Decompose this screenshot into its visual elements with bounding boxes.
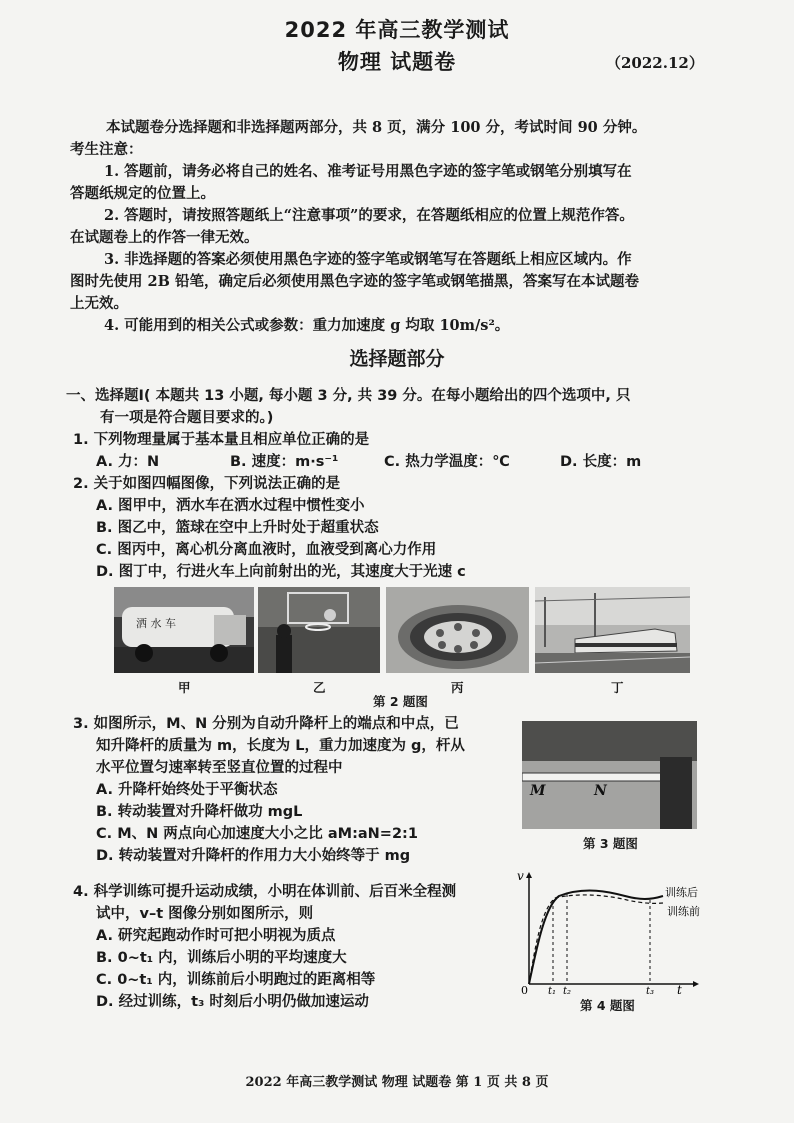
q3-stem-line2: 知升降杆的质量为 m，长度为 L，重力加速度为 g，杆从 [96, 738, 465, 754]
instruction-3-line3: 上无效。 [70, 295, 128, 312]
page-footer: 2022 年高三教学测试 物理 试题卷 第 1 页 共 8 页 [245, 1075, 549, 1090]
legend-after-training: 训练后 [665, 886, 698, 899]
q3-option-d: D. 转动装置对升降杆的作用力大小始终等于 mg [96, 848, 411, 864]
instruction-2-line1: 2. 答题时，请按照答题纸上“注意事项”的要求，在答题纸相应的位置上规范作答。 [104, 207, 634, 224]
q2-option-b: B. 图乙中，篮球在空中上升时处于超重状态 [96, 520, 379, 536]
t-axis-label: t [677, 983, 682, 996]
q3-option-b: B. 转动装置对升降杆做功 mgL [96, 804, 303, 820]
legend-before-training: 训练前 [667, 905, 700, 918]
q3-option-a: A. 升降杆始终处于平衡状态 [96, 782, 278, 798]
part1-line1: 一、选择题Ⅰ( 本题共 13 小题, 每小题 3 分, 共 39 分。在每小题给出的四个选项中, 只 [66, 388, 631, 404]
origin-label: 0 [521, 984, 528, 996]
t2-label: t₂ [563, 986, 572, 996]
instructions-intro: 本试题卷分选择题和非选择题两部分，共 8 页，满分 100 分，考试时间 90 分钟。 [106, 119, 647, 136]
photo-train [535, 587, 690, 673]
q1-option-a: A. 力：N [96, 454, 160, 470]
instruction-3-line2: 图时先使用 2B 铅笔，确定后必须使用黑色字迹的签字笔或钢笔描黑，答案写在本试题卷 [70, 273, 639, 290]
exam-date: （2022.12） [606, 54, 704, 72]
label-n: N [594, 783, 607, 799]
q1-option-d: D. 长度：m [560, 454, 642, 470]
q2-stem: 2. 关于如图四幅图像，下列说法正确的是 [73, 476, 341, 492]
photo-sprinkler-truck [114, 587, 254, 673]
q3-stem-line1: 3. 如图所示，M、N 分别为自动升降杆上的端点和中点，已 [73, 716, 459, 732]
label-m: M [530, 783, 546, 799]
photo-label-jia: 甲 [178, 680, 191, 695]
photo-label-bing: 丙 [451, 680, 464, 695]
q3-figure-caption: 第 3 题图 [583, 836, 638, 851]
q4-stem-line1: 4. 科学训练可提升运动成绩，小明在体训前、后百米全程测 [73, 884, 457, 900]
photo-label-ding: 丁 [611, 680, 624, 695]
q4-figure-caption: 第 4 题图 [580, 998, 635, 1013]
q3-barrier-photo [522, 721, 697, 829]
t3-label: t₃ [646, 986, 655, 996]
q2-option-c: C. 图丙中，离心机分离血液时，血液受到离心力作用 [96, 542, 437, 558]
curve-after-training [529, 891, 663, 984]
q4-option-b: B. 0~t₁ 内，训练后小明的平均速度大 [96, 950, 347, 966]
instruction-1-line2: 答题纸规定的位置上。 [70, 185, 215, 202]
instruction-4: 4. 可能用到的相关公式或参数：重力加速度 g 均取 10m/s²。 [104, 317, 510, 334]
q1-stem: 1. 下列物理量属于基本量且相应单位正确的是 [73, 432, 370, 448]
q4-option-d: D. 经过训练，t₃ 时刻后小明仍做加速运动 [96, 994, 369, 1010]
q4-option-c: C. 0~t₁ 内，训练前后小明跑过的距离相等 [96, 972, 376, 988]
t1-label: t₁ [548, 986, 557, 996]
instruction-2-line2: 在试题卷上的作答一律无效。 [70, 229, 259, 246]
exam-subtitle: 物理 试题卷 [337, 50, 457, 74]
q4-vt-graph [515, 866, 715, 996]
q3-option-c: C. M、N 两点向心加速度大小之比 aM:aN=2:1 [96, 826, 418, 842]
section-title: 选择题部分 [349, 348, 445, 370]
q2-figure-caption: 第 2 题图 [373, 694, 428, 709]
v-axis-label: v [517, 869, 524, 883]
truck-sign-text: 洒 水 车 [136, 617, 176, 630]
part1-line2: 有一项是符合题目要求的。) [100, 410, 274, 426]
q2-option-a: A. 图甲中，洒水车在洒水过程中惯性变小 [96, 498, 365, 514]
q4-option-a: A. 研究起跑动作时可把小明视为质点 [96, 928, 336, 944]
q1-option-c: C. 热力学温度：℃ [384, 454, 510, 470]
q4-stem-line2: 试中，v–t 图像分别如图所示，则 [96, 906, 314, 922]
exam-title: 2022 年高三教学测试 [284, 18, 510, 42]
q2-option-d: D. 图丁中，行进火车上向前射出的光，其速度大于光速 c [96, 564, 466, 580]
q1-option-b: B. 速度：m·s⁻¹ [230, 454, 339, 470]
instruction-1-line1: 1. 答题前，请务必将自己的姓名、准考证号用黑色字迹的签字笔或钢笔分别填写在 [104, 163, 632, 180]
photo-basketball [258, 587, 380, 673]
instruction-3-line1: 3. 非选择题的答案必须使用黑色字迹的签字笔或钢笔写在答题纸上相应区域内。作 [104, 251, 632, 268]
photo-label-yi: 乙 [313, 680, 326, 695]
q3-stem-line3: 水平位置匀速率转至竖直位置的过程中 [96, 760, 343, 776]
notice-label: 考生注意： [70, 141, 143, 158]
photo-centrifuge [386, 587, 529, 673]
